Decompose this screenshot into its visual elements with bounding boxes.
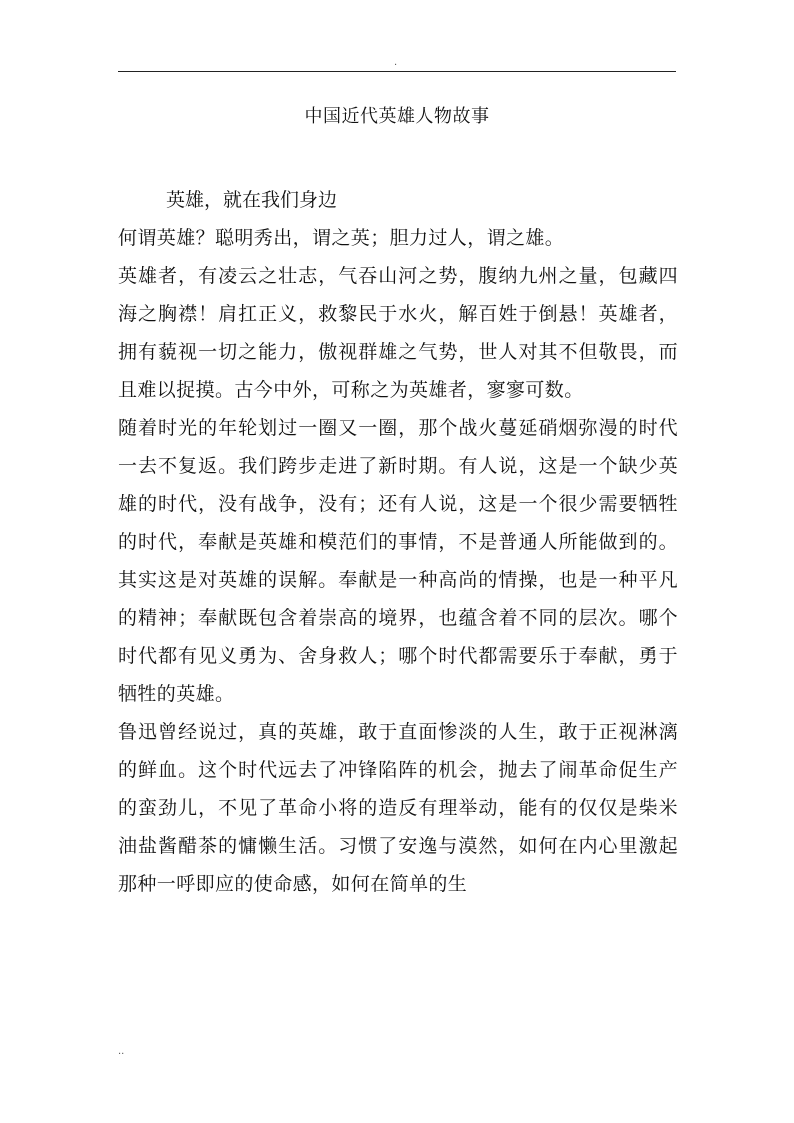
header-rule [118, 71, 676, 72]
subtitle: 英雄，就在我们身边 [166, 189, 338, 211]
paragraph-hero-qualities: 英雄者，有凌云之壮志，气吞山河之势，腹纳九州之量，包藏四海之胸襟！肩扛正义，救黎民于水火，解百姓于倒悬！英雄者，拥有藐视一切之能力，傲视群雄之气势，世人对其不但敬畏，而且难以捉摸。古今中外，可称之为英雄者，寥寥可数。 [118, 265, 678, 401]
footer-mark: .. [118, 1046, 125, 1057]
paragraph-new-era: 随着时光的年轮划过一圈又一圈，那个战火蔓延硝烟弥漫的时代一去不复返。我们跨步走进了新时期。有人说，这是一个缺少英雄的时代，没有战争，没有；还有人说，这是一个很少需要牺牲的时代，奉献是英雄和模范们的事情，不是普通人所能做到的。其实这是对英雄的误解。奉献是一种高尚的情操，也是一种平凡的精神；奉献既包含着崇高的境界，也蕴含着不同的层次。哪个时代都有见义勇为、舍身救人；哪个时代都需要乐于奉献，勇于牺牲的英雄。 [118, 417, 678, 705]
header-mark: . [394, 57, 398, 68]
page-title: 中国近代英雄人物故事 [304, 106, 490, 127]
paragraph-lu-xun: 鲁迅曾经说过，真的英雄，敢于直面惨淡的人生，敢于正视淋漓的鲜血。这个时代远去了冲锋陷阵的机会，抛去了闹革命促生产的蛮劲儿，不见了革命小将的造反有理举动，能有的仅仅是柴米油盐酱醋茶的慵懒生活。习惯了安逸与漠然，如何在内心里激起那种一呼即应的使命感，如何在简单的生 [118, 721, 678, 895]
document-body [118, 181, 678, 903]
paragraph-definition: 何谓英雄？聪明秀出，谓之英；胆力过人，谓之雄。 [118, 227, 565, 249]
